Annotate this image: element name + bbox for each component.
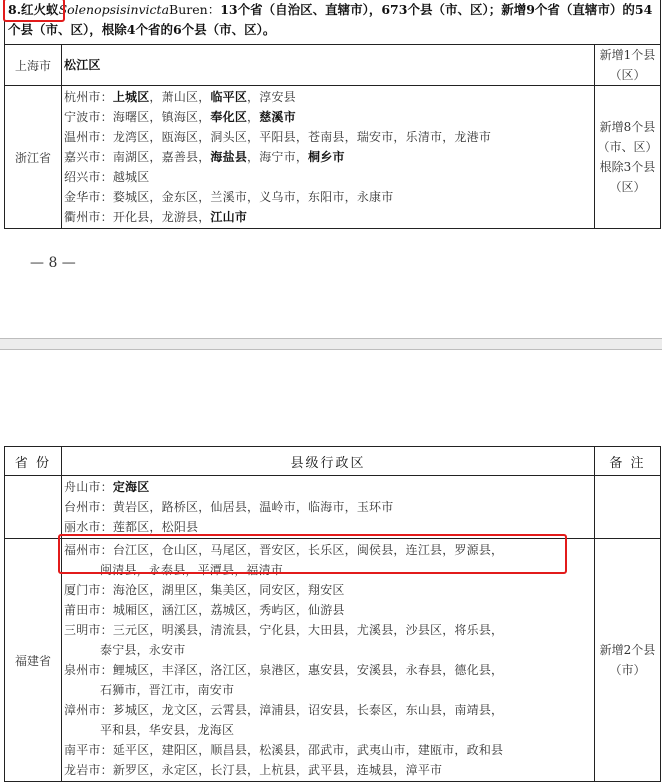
table-row-fujian: [5, 539, 661, 782]
city-line-jinhua: 金华市：婺城区，金东区，兰溪市，义乌市，东阳市，永康市: [64, 190, 394, 204]
species-latin-name: Solenopsisinvicta: [58, 2, 170, 17]
document-page-8: [0, 0, 662, 338]
header-province: 省 份: [5, 447, 62, 476]
district-cell: [62, 476, 595, 539]
species-author: Buren：: [169, 2, 221, 17]
header-district: 县级行政区: [62, 447, 595, 476]
table-row-zhejiang-continued: [5, 476, 661, 539]
district-cell: [62, 539, 595, 782]
city-line-quzhou: 衢州市：开化县，龙游县，江山市: [64, 210, 248, 224]
city-line-zhangzhou: 漳州市：芗城区，龙文区，云霄县，漳浦县，诏安县，长泰区，东山县，南靖县，: [64, 703, 504, 717]
province-cell: 浙江省: [5, 86, 62, 229]
page-number: — 8 —: [30, 255, 76, 271]
city-line-hangzhou: 杭州市：上城区，萧山区，临平区，淳安县: [64, 90, 296, 104]
highlight-box-species: [3, 0, 65, 22]
page-separator: [0, 338, 662, 350]
city-line-zhoushan: 舟山市：定海区: [64, 480, 150, 494]
table-header-row: [5, 447, 661, 476]
city-line-ningbo: 宁波市：海曙区，镇海区，奉化区，慈溪市: [64, 110, 296, 124]
city-line-nanping: 南平市：延平区，建阳区，顺昌县，松溪县，邵武市，武夷山市，建瓯市，政和县: [64, 743, 504, 757]
note-cell: 新增1个县（区）: [595, 45, 661, 86]
city-line-xiamen: 厦门市：海沧区，湖里区，集美区，同安区，翔安区: [64, 583, 345, 597]
species-summary: 13个省（自治区、直辖市），673个县（市、区）；新增9个省（直辖市）的54个县（市、区），根除4个省的6个县（市、区）。: [8, 2, 653, 37]
note-cell: 新增2个县（市）: [595, 539, 661, 782]
city-line-lishui: 丽水市：莲都区，松阳县: [64, 520, 199, 534]
header-note: 备 注: [595, 447, 661, 476]
distribution-table-part2: [4, 446, 661, 782]
district-cell: [62, 45, 595, 86]
province-cell: 上海市: [5, 45, 62, 86]
city-line-putian: 莆田市：城厢区，涵江区，荔城区，秀屿区，仙游县: [64, 603, 345, 617]
province-cell: [5, 476, 62, 539]
species-heading-row: [5, 0, 661, 45]
city-line-taizhou: 台州市：黄岩区，路桥区，仙居县，温岭市，临海市，玉环市: [64, 500, 394, 514]
city-line-jiaxing: 嘉兴市：南湖区，嘉善县，海盐县，海宁市，桐乡市: [64, 150, 345, 164]
city-line-fuzhou: 福州市：台江区，仓山区，马尾区，晋安区，长乐区，闽侯县，连江县，罗源县，: [64, 543, 504, 557]
distribution-table-part1: [4, 0, 661, 229]
table-row-shanghai: [5, 45, 661, 86]
table-row-zhejiang: [5, 86, 661, 229]
city-line-quanzhou: 泉州市：鲤城区，丰泽区，洛江区，泉港区，惠安县，安溪县，永春县，德化县，: [64, 663, 504, 677]
city-line-shaoxing: 绍兴市：越城区: [64, 170, 150, 184]
province-cell: 福建省: [5, 539, 62, 782]
note-cell: [595, 476, 661, 539]
species-number-name: 8.红火蚁: [8, 2, 59, 17]
city-line-longyan: 龙岩市：新罗区，永定区，长汀县，上杭县，武平县，连城县，漳平市: [64, 763, 443, 777]
city-line-fuzhou-cont: 闽清县，永泰县，平潭县，福清市: [100, 563, 284, 577]
highlight-box-fuzhou: [58, 534, 567, 574]
district-name: 松江区: [64, 58, 101, 72]
city-line-wenzhou: 温州市：龙湾区，瓯海区，洞头区，平阳县，苍南县，瑞安市，乐清市，龙港市: [64, 130, 492, 144]
city-line-quanzhou-cont: 石狮市，晋江市，南安市: [100, 683, 235, 697]
city-line-zhangzhou-cont: 平和县，华安县，龙海区: [100, 723, 235, 737]
district-cell: [62, 86, 595, 229]
note-cell: 新增8个县（市、区）根除3个县（区）: [595, 86, 661, 229]
city-line-sanming-cont: 泰宁县，永安市: [100, 643, 186, 657]
city-line-sanming: 三明市：三元区，明溪县，清流县，宁化县，大田县，尤溪县，沙县区，将乐县，: [64, 623, 504, 637]
